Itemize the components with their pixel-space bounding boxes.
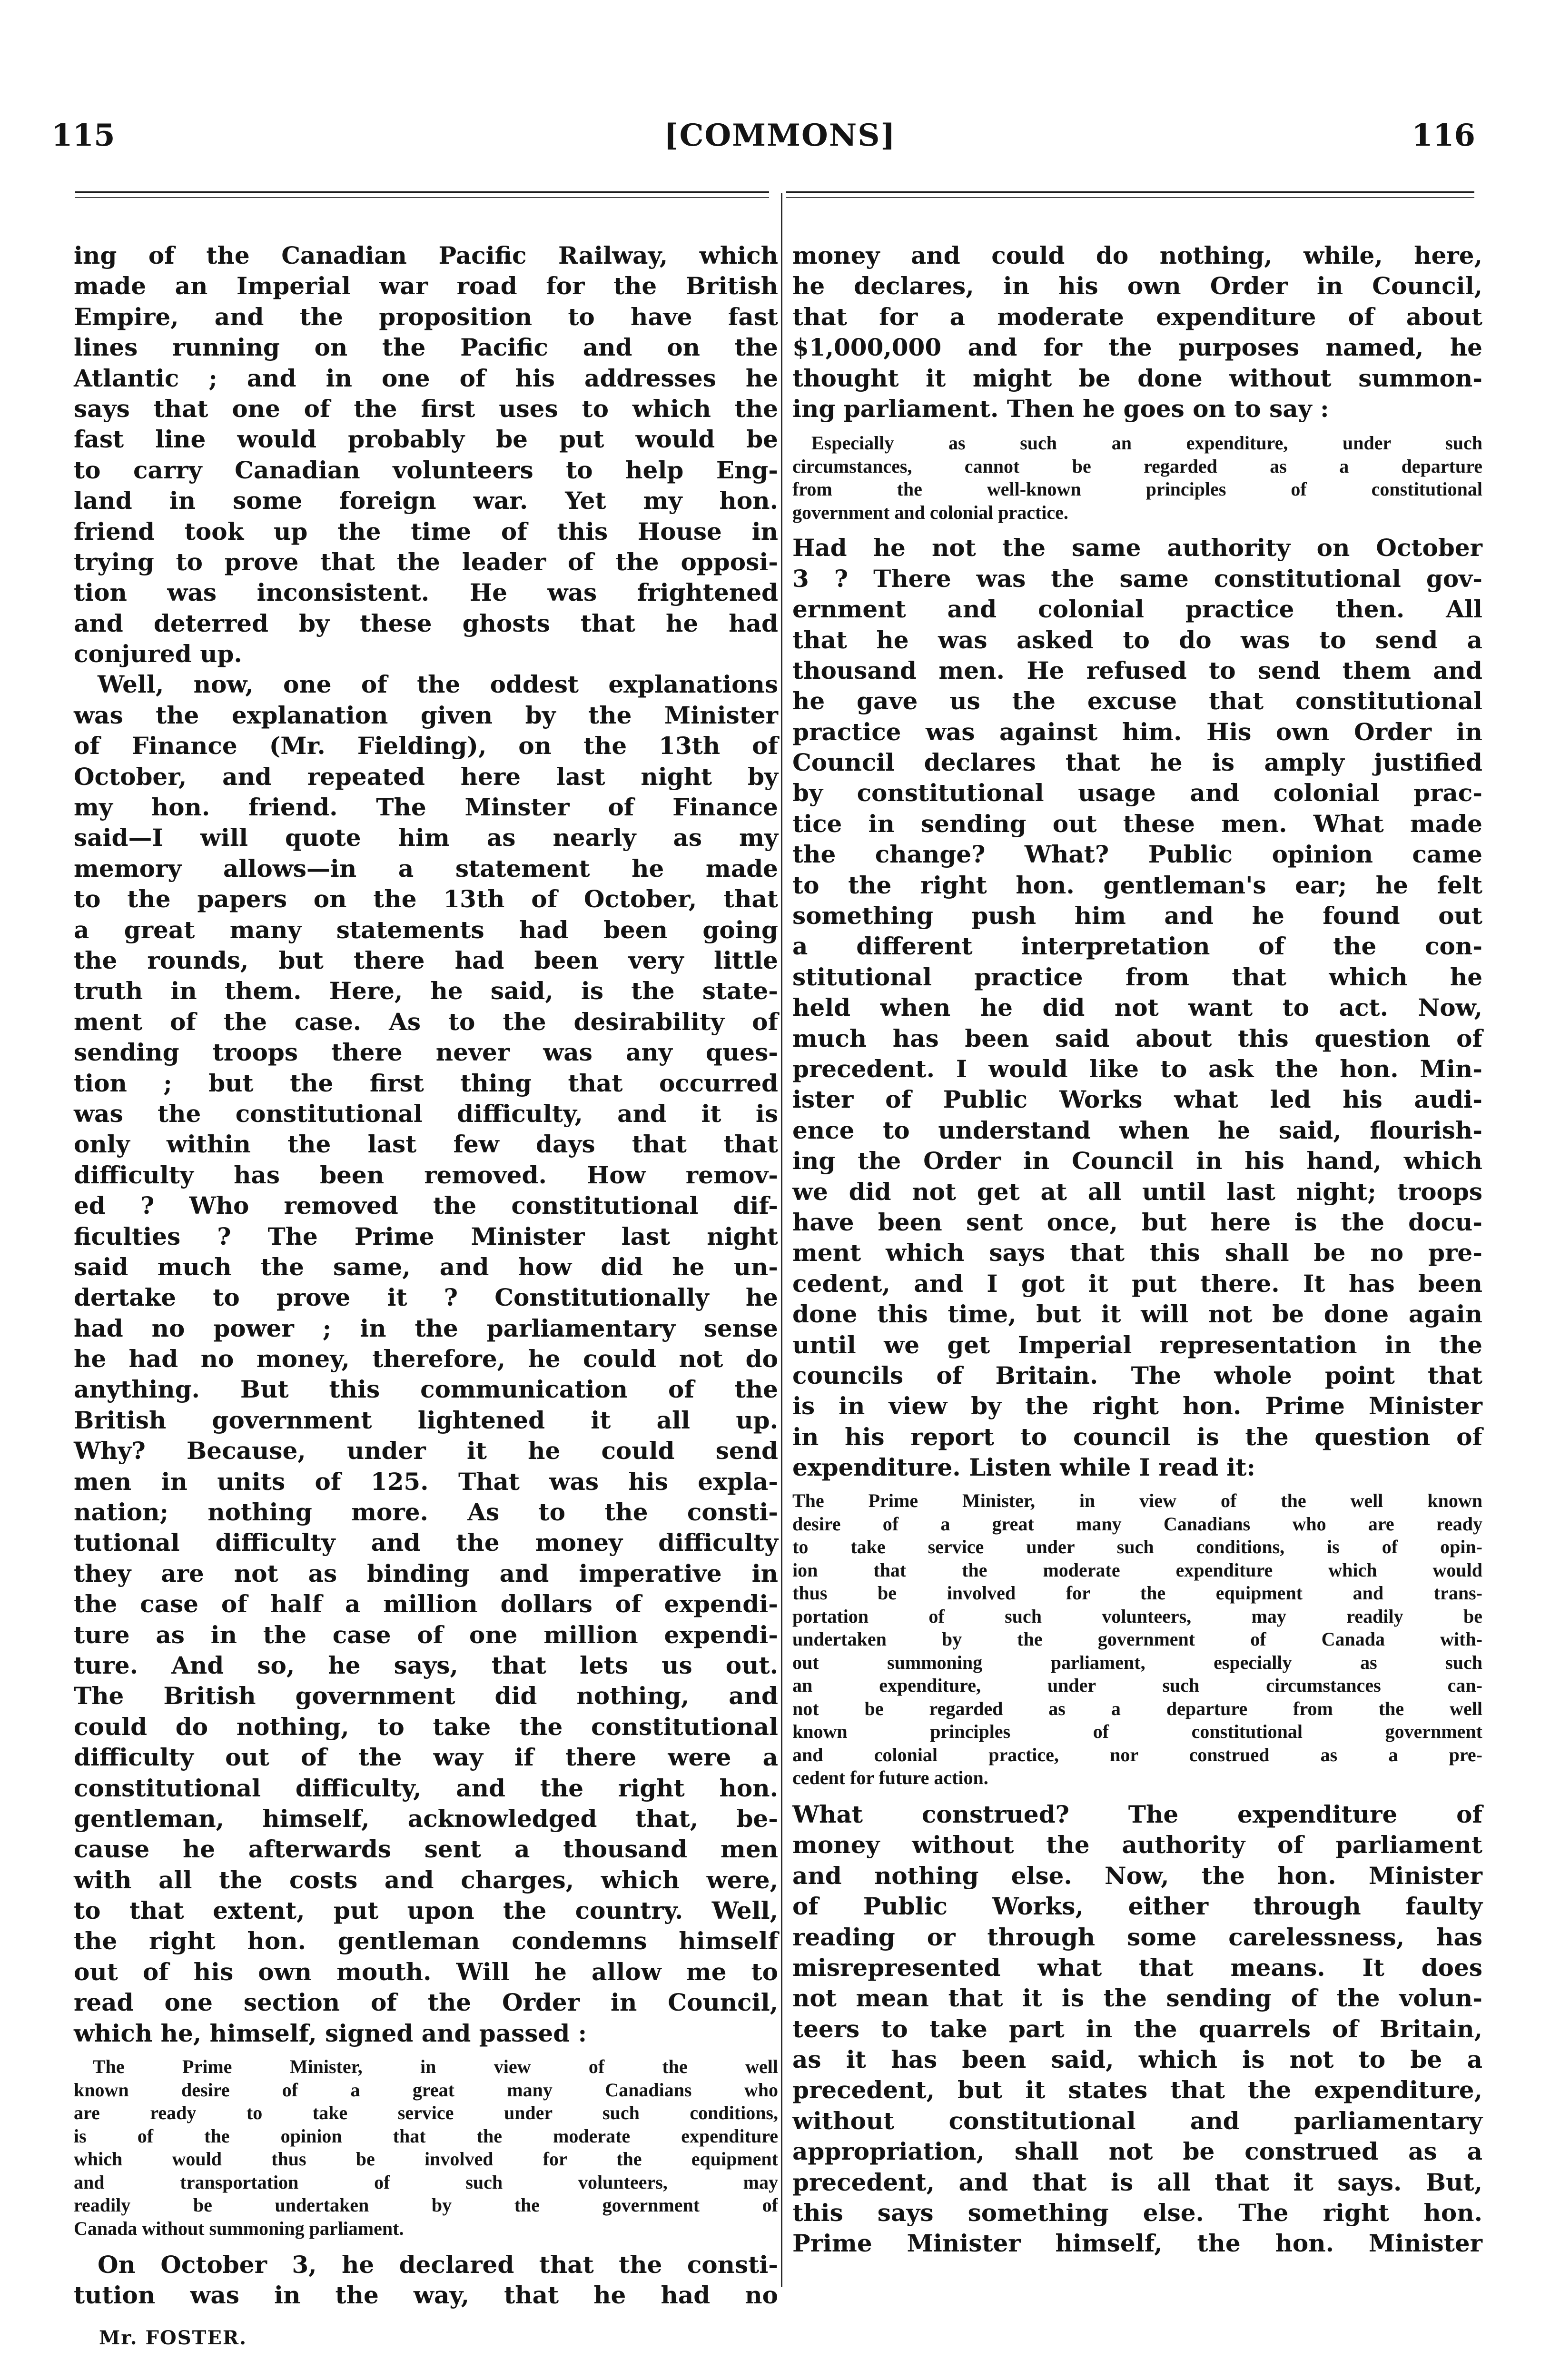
text-line: which he, himself, signed and passed :: [74, 2019, 587, 2047]
header-rule-left-thin: [75, 197, 769, 198]
text-line: have been sent once, but here is the docu-: [792, 1208, 1482, 1236]
text-line: fast line would probably be put would be: [74, 425, 778, 454]
text-line: ficulties ? The Prime Minister last night: [74, 1222, 778, 1250]
right-quote-2: [792, 1489, 1482, 1790]
text-line: practice was against him. His own Order in: [792, 717, 1482, 746]
quote-line: from the well-known principles of constitutional: [792, 478, 1482, 500]
text-line: ment which says that this shall be no pre-: [792, 1239, 1482, 1267]
quote-line: The Prime Minister, in view of the well known: [792, 1490, 1482, 1512]
text-line: something push him and he found out: [792, 902, 1482, 930]
text-line: councils of Britain. The whole point that: [792, 1361, 1482, 1389]
text-line: was the explanation given by the Minister: [74, 701, 778, 729]
text-line: tution was in the way, that he had no: [74, 2281, 778, 2310]
right-quote-1: [792, 432, 1482, 524]
text-line: Empire, and the proposition to have fast: [74, 302, 778, 331]
page-header-title: [COMMONS]: [664, 118, 896, 153]
quote-line: desire of a great many Canadians who are ready: [792, 1513, 1482, 1535]
text-line: of Public Works, either through faulty: [792, 1892, 1482, 1921]
left-paragraph-2: [74, 669, 778, 2049]
text-line: ed ? Who removed the constitutional dif-: [74, 1191, 778, 1220]
text-line: made an Imperial war road for the British: [74, 272, 778, 300]
text-line: constitutional difficulty, and the right hon.: [74, 1774, 778, 1802]
text-line: they are not as binding and imperative in: [74, 1559, 778, 1587]
text-line: much has been said about this question of: [792, 1024, 1482, 1052]
quote-line: readily be undertaken by the government of: [74, 2194, 778, 2216]
text-line: misrepresented what that means. It does: [792, 1953, 1482, 1982]
right-paragraph-1: [792, 240, 1482, 424]
text-line: with all the costs and charges, which were,: [74, 1865, 778, 1894]
text-line: is in view by the right hon. Prime Minister: [792, 1392, 1482, 1420]
text-line: that for a moderate expenditure of about: [792, 302, 1482, 331]
quote-line: an expenditure, under such circumstances can-: [792, 1675, 1482, 1696]
text-line: thought it might be done without summon-: [792, 364, 1482, 392]
right-column: [792, 240, 1482, 2259]
text-line: nation; nothing more. As to the consti-: [74, 1498, 778, 1527]
text-line: friend took up the time of this House in: [74, 517, 778, 545]
header-rule-right: [786, 191, 1474, 193]
text-line: read one section of the Order in Council,: [74, 1988, 778, 2017]
text-line: ture. And so, he says, that lets us out.: [74, 1651, 778, 1679]
header-rule-right-thin: [786, 197, 1474, 198]
text-line: British government lightened it all up.: [74, 1406, 778, 1434]
text-line: money and could do nothing, while, here,: [792, 241, 1482, 269]
text-line: men in units of 125. That was his expla-: [74, 1467, 778, 1496]
text-line: we did not get at all until last night; troops: [792, 1177, 1482, 1206]
text-line: 3 ? There was the same constitutional gov-: [792, 564, 1482, 593]
text-line: as it has been said, which is not to be a: [792, 2045, 1482, 2074]
left-paragraph-3: [74, 2250, 778, 2311]
quote-line: to take service under such conditions, is of opin-: [792, 1536, 1482, 1558]
text-line: dertake to prove it ? Constitutionally he: [74, 1283, 778, 1312]
text-line: thousand men. He refused to send them and: [792, 656, 1482, 684]
text-line: appropriation, shall not be construed as a: [792, 2137, 1482, 2166]
quote-line: and transportation of such volunteers, may: [74, 2171, 778, 2193]
text-line: The British government did nothing, and: [74, 1682, 778, 1710]
text-line: and deterred by these ghosts that he had: [74, 609, 778, 637]
text-line: Why? Because, under it he could send: [74, 1437, 778, 1465]
text-line: he gave us the excuse that constitutional: [792, 687, 1482, 715]
quote-line: out summoning parliament, especially as such: [792, 1651, 1482, 1673]
text-line: the rounds, but there had been very little: [74, 946, 778, 974]
text-line: ing the Order in Council in his hand, which: [792, 1147, 1482, 1175]
text-line: without constitutional and parliamentary: [792, 2106, 1482, 2135]
text-line: said much the same, and how did he un-: [74, 1252, 778, 1281]
speaker-signature: Mr. FOSTER.: [99, 2327, 247, 2349]
text-line: money without the authority of parliament: [792, 1831, 1482, 1859]
text-line: was the constitutional difficulty, and it is: [74, 1099, 778, 1128]
text-line: October, and repeated here last night by: [74, 762, 778, 791]
quote-line: is of the opinion that the moderate expenditure: [74, 2125, 778, 2147]
text-line: Prime Minister himself, the hon. Minister: [792, 2229, 1482, 2258]
text-line: to the papers on the 13th of October, that: [74, 885, 778, 913]
text-line: Atlantic ; and in one of his addresses he: [74, 364, 778, 392]
text-line: anything. But this communication of the: [74, 1375, 778, 1404]
quote-line: circumstances, cannot be regarded as a departure: [792, 455, 1482, 477]
text-line: in his report to council is the question of: [792, 1422, 1482, 1451]
text-line: says that one of the first uses to which the: [74, 394, 778, 423]
text-line: Council declares that he is amply justified: [792, 748, 1482, 777]
text-line: On October 3, he declared that the consti-: [98, 2251, 778, 2279]
text-line: my hon. friend. The Minster of Finance: [74, 793, 778, 822]
text-line: that he was asked to do was to send a: [792, 625, 1482, 654]
text-line: had no power ; in the parliamentary sense: [74, 1314, 778, 1342]
text-line: stitutional practice from that which he: [792, 962, 1482, 991]
text-line: the change? What? Public opinion came: [792, 840, 1482, 869]
text-line: to the right hon. gentleman's ear; he felt: [792, 871, 1482, 899]
text-line: said—I will quote him as nearly as my: [74, 823, 778, 852]
column-divider: [781, 193, 782, 2287]
quote-line: cedent for future action.: [792, 1767, 988, 1789]
text-line: land in some foreign war. Yet my hon.: [74, 486, 778, 515]
quote-line: government and colonial practice.: [792, 501, 1068, 523]
quote-line: undertaken by the government of Canada with-: [792, 1628, 1482, 1650]
text-line: he declares, in his own Order in Council,: [792, 272, 1482, 300]
text-line: and nothing else. Now, the hon. Minister: [792, 1861, 1482, 1890]
text-line: cedent, and I got it put there. It has been: [792, 1269, 1482, 1298]
quote-line: Canada without summoning parliament.: [74, 2217, 404, 2239]
text-line: the right hon. gentleman condemns himself: [74, 1927, 778, 1955]
right-paragraph-2: [792, 533, 1482, 1483]
quote-line: and colonial practice, nor construed as a pre-: [792, 1744, 1482, 1765]
left-paragraph-1: [74, 240, 778, 669]
text-line: until we get Imperial representation in the: [792, 1330, 1482, 1359]
text-line: the case of half a million dollars of expendi-: [74, 1590, 778, 1618]
right-paragraph-3: [792, 1799, 1482, 2259]
text-line: $1,000,000 and for the purposes named, he: [792, 333, 1482, 362]
text-line: ence to understand when he said, flourish-: [792, 1116, 1482, 1144]
quote-line: not be regarded as a departure from the well: [792, 1697, 1482, 1719]
text-line: ernment and colonial practice then. All: [792, 595, 1482, 624]
quote-line: Especially as such an expenditure, under such: [811, 432, 1482, 454]
text-line: a different interpretation of the con-: [792, 932, 1482, 961]
text-line: ture as in the case of one million expendi-: [74, 1620, 778, 1649]
text-line: not mean that it is the sending of the volun-: [792, 1984, 1482, 2013]
text-line: precedent. I would like to ask the hon. Min-: [792, 1054, 1482, 1083]
text-line: done this time, but it will not be done again: [792, 1300, 1482, 1329]
text-line: ister of Public Works what led his audi-: [792, 1085, 1482, 1114]
text-line: this says something else. The right hon.: [792, 2199, 1482, 2227]
text-line: Had he not the same authority on October: [792, 534, 1482, 562]
text-line: ment of the case. As to the desirability of: [74, 1007, 778, 1036]
text-line: tion ; but the first thing that occurred: [74, 1069, 778, 1097]
text-line: trying to prove that the leader of the opposi-: [74, 547, 778, 576]
text-line: expenditure. Listen while I read it:: [792, 1453, 1255, 1482]
text-line: only within the last few days that that: [74, 1130, 778, 1159]
text-line: lines running on the Pacific and on the: [74, 333, 778, 362]
text-line: tion was inconsistent. He was frightened: [74, 578, 778, 607]
quote-line: known desire of a great many Canadians who: [74, 2079, 778, 2101]
text-line: tice in sending out these men. What made: [792, 809, 1482, 838]
quote-line: known principles of constitutional government: [792, 1721, 1482, 1743]
quote-line: which would thus be involved for the equipment: [74, 2148, 778, 2170]
quote-line: portation of such volunteers, may readily be: [792, 1605, 1482, 1627]
page-number-left: 115: [51, 118, 115, 153]
text-line: difficulty out of the way if there were a: [74, 1743, 778, 1772]
text-line: difficulty has been removed. How remov-: [74, 1160, 778, 1189]
text-line: teers to take part in the quarrels of Britain,: [792, 2014, 1482, 2043]
text-line: out of his own mouth. Will he allow me to: [74, 1957, 778, 1986]
left-quote-order-in-council: [74, 2055, 778, 2240]
quote-line: are ready to take service under such conditions,: [74, 2102, 778, 2124]
text-line: reading or through some carelessness, has: [792, 1923, 1482, 1951]
text-line: cause he afterwards sent a thousand men: [74, 1835, 778, 1864]
text-line: ing parliament. Then he goes on to say :: [792, 394, 1329, 423]
text-line: a great many statements had been going: [74, 915, 778, 944]
quote-line: The Prime Minister, in view of the well: [93, 2056, 778, 2078]
text-line: sending troops there never was any ques-: [74, 1038, 778, 1067]
text-line: memory allows—in a statement he made: [74, 854, 778, 883]
left-column: [74, 240, 778, 2311]
text-line: What construed? The expenditure of: [792, 1800, 1482, 1828]
text-line: of Finance (Mr. Fielding), on the 13th of: [74, 732, 778, 760]
text-line: Well, now, one of the oddest explanations: [98, 670, 778, 699]
text-line: he had no money, therefore, he could not do: [74, 1345, 778, 1373]
text-line: to carry Canadian volunteers to help Eng-: [74, 456, 778, 484]
text-line: truth in them. Here, he said, is the state-: [74, 977, 778, 1005]
text-line: to that extent, put upon the country. Well,: [74, 1896, 778, 1925]
text-line: tutional difficulty and the money difficulty: [74, 1528, 778, 1557]
page-number-right: 116: [1412, 118, 1475, 153]
text-line: precedent, and that is all that it says. But,: [792, 2168, 1482, 2196]
text-line: ing of the Canadian Pacific Railway, which: [74, 241, 778, 269]
header-rule-left: [75, 191, 769, 193]
text-line: could do nothing, to take the constitutional: [74, 1712, 778, 1741]
text-line: held when he did not want to act. Now,: [792, 993, 1482, 1022]
quote-line: thus be involved for the equipment and trans-: [792, 1582, 1482, 1604]
quote-line: ion that the moderate expenditure which would: [792, 1559, 1482, 1581]
text-line: by constitutional usage and colonial prac-: [792, 779, 1482, 807]
text-line: precedent, but it states that the expenditure,: [792, 2076, 1482, 2104]
text-line: gentleman, himself, acknowledged that, be-: [74, 1804, 778, 1833]
text-line: conjured up.: [74, 640, 242, 668]
